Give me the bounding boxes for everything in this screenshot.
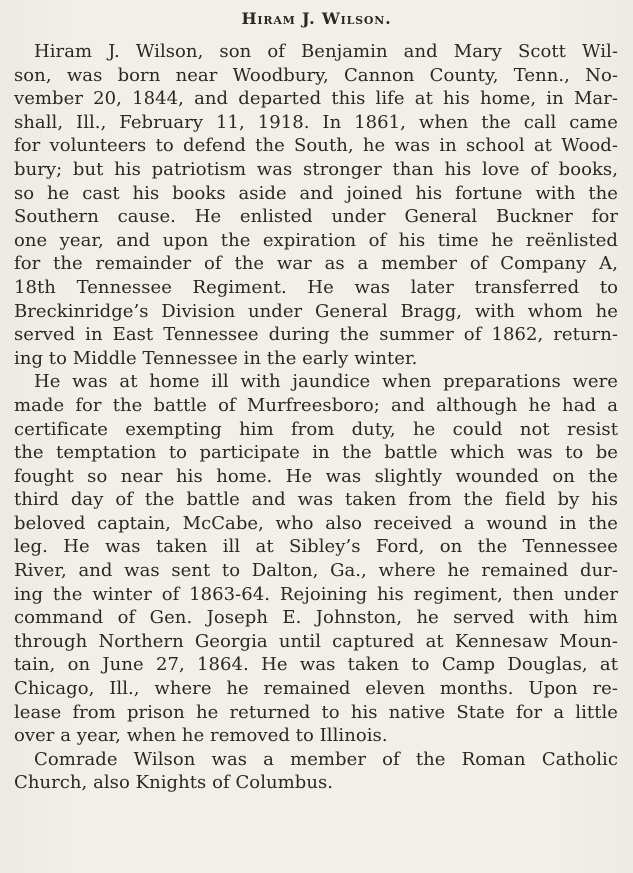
- text-line: River, and was sent to Dalton, Ga., where he remained dur-: [14, 560, 618, 582]
- text-line: 18th Tennessee Regiment. He was later transferred to: [14, 276, 618, 298]
- text-line: Chicago, Ill., where he remained eleven months. Upon re-: [14, 678, 618, 700]
- text-line: beloved captain, McCabe, who also received a wound in the: [14, 512, 618, 534]
- text-line: Southern cause. He enlisted under General Buckner for: [14, 206, 618, 228]
- text-line: fought so near his home. He was slightly wounded on the: [14, 465, 618, 487]
- text-line: bury; but his patriotism was stronger than his love of books,: [14, 158, 618, 180]
- text-line: leg. He was taken ill at Sibley’s Ford, on the Tennessee: [14, 536, 618, 558]
- text-line: third day of the battle and was taken from the field by his: [14, 489, 618, 511]
- page-title: Hiram J. Wilson.: [241, 9, 392, 28]
- biography-text: [14, 40, 618, 795]
- text-line: made for the battle of Murfreesboro; and although he had a: [14, 394, 618, 416]
- text-line: through Northern Georgia until captured at Kennesaw Moun-: [14, 630, 618, 652]
- text-line: the temptation to participate in the battle which was to be: [14, 442, 618, 464]
- text-line: so he cast his books aside and joined his fortune with the: [14, 182, 618, 204]
- text-line: lease from prison he returned to his native State for a little: [14, 701, 618, 723]
- text-line: son, was born near Woodbury, Cannon County, Tenn., No-: [14, 64, 618, 86]
- text-line: for volunteers to defend the South, he was in school at Wood-: [14, 135, 618, 157]
- text-line: Breckinridge’s Division under General Bragg, with whom he: [14, 300, 618, 322]
- text-line: served in East Tennessee during the summer of 1862, return-: [14, 324, 618, 346]
- text-line: ing the winter of 1863-64. Rejoining his regiment, then under: [14, 583, 618, 605]
- text-line: Hiram J. Wilson, son of Benjamin and Mary Scott Wil-: [34, 41, 618, 62]
- text-line: one year, and upon the expiration of his time he reënlisted: [14, 229, 618, 251]
- text-line: vember 20, 1844, and departed this life at his home, in Mar-: [14, 88, 618, 110]
- text-line: ing to Middle Tennessee in the early winter.: [14, 347, 418, 369]
- text-line: shall, Ill., February 11, 1918. In 1861, when the call came: [14, 111, 618, 133]
- text-line: for the remainder of the war as a member of Company A,: [14, 253, 618, 275]
- text-line: over a year, when he removed to Illinois.: [14, 725, 388, 747]
- text-line: He was at home ill with jaundice when preparations were: [34, 371, 618, 393]
- text-line: Comrade Wilson was a member of the Roman Catholic: [34, 748, 618, 770]
- text-line: certificate exempting him from duty, he could not resist: [14, 418, 618, 440]
- text-line: Church, also Knights of Columbus.: [14, 772, 334, 794]
- text-line: tain, on June 27, 1864. He was taken to Camp Douglas, at: [14, 654, 618, 676]
- text-line: command of Gen. Joseph E. Johnston, he served with him: [14, 607, 618, 629]
